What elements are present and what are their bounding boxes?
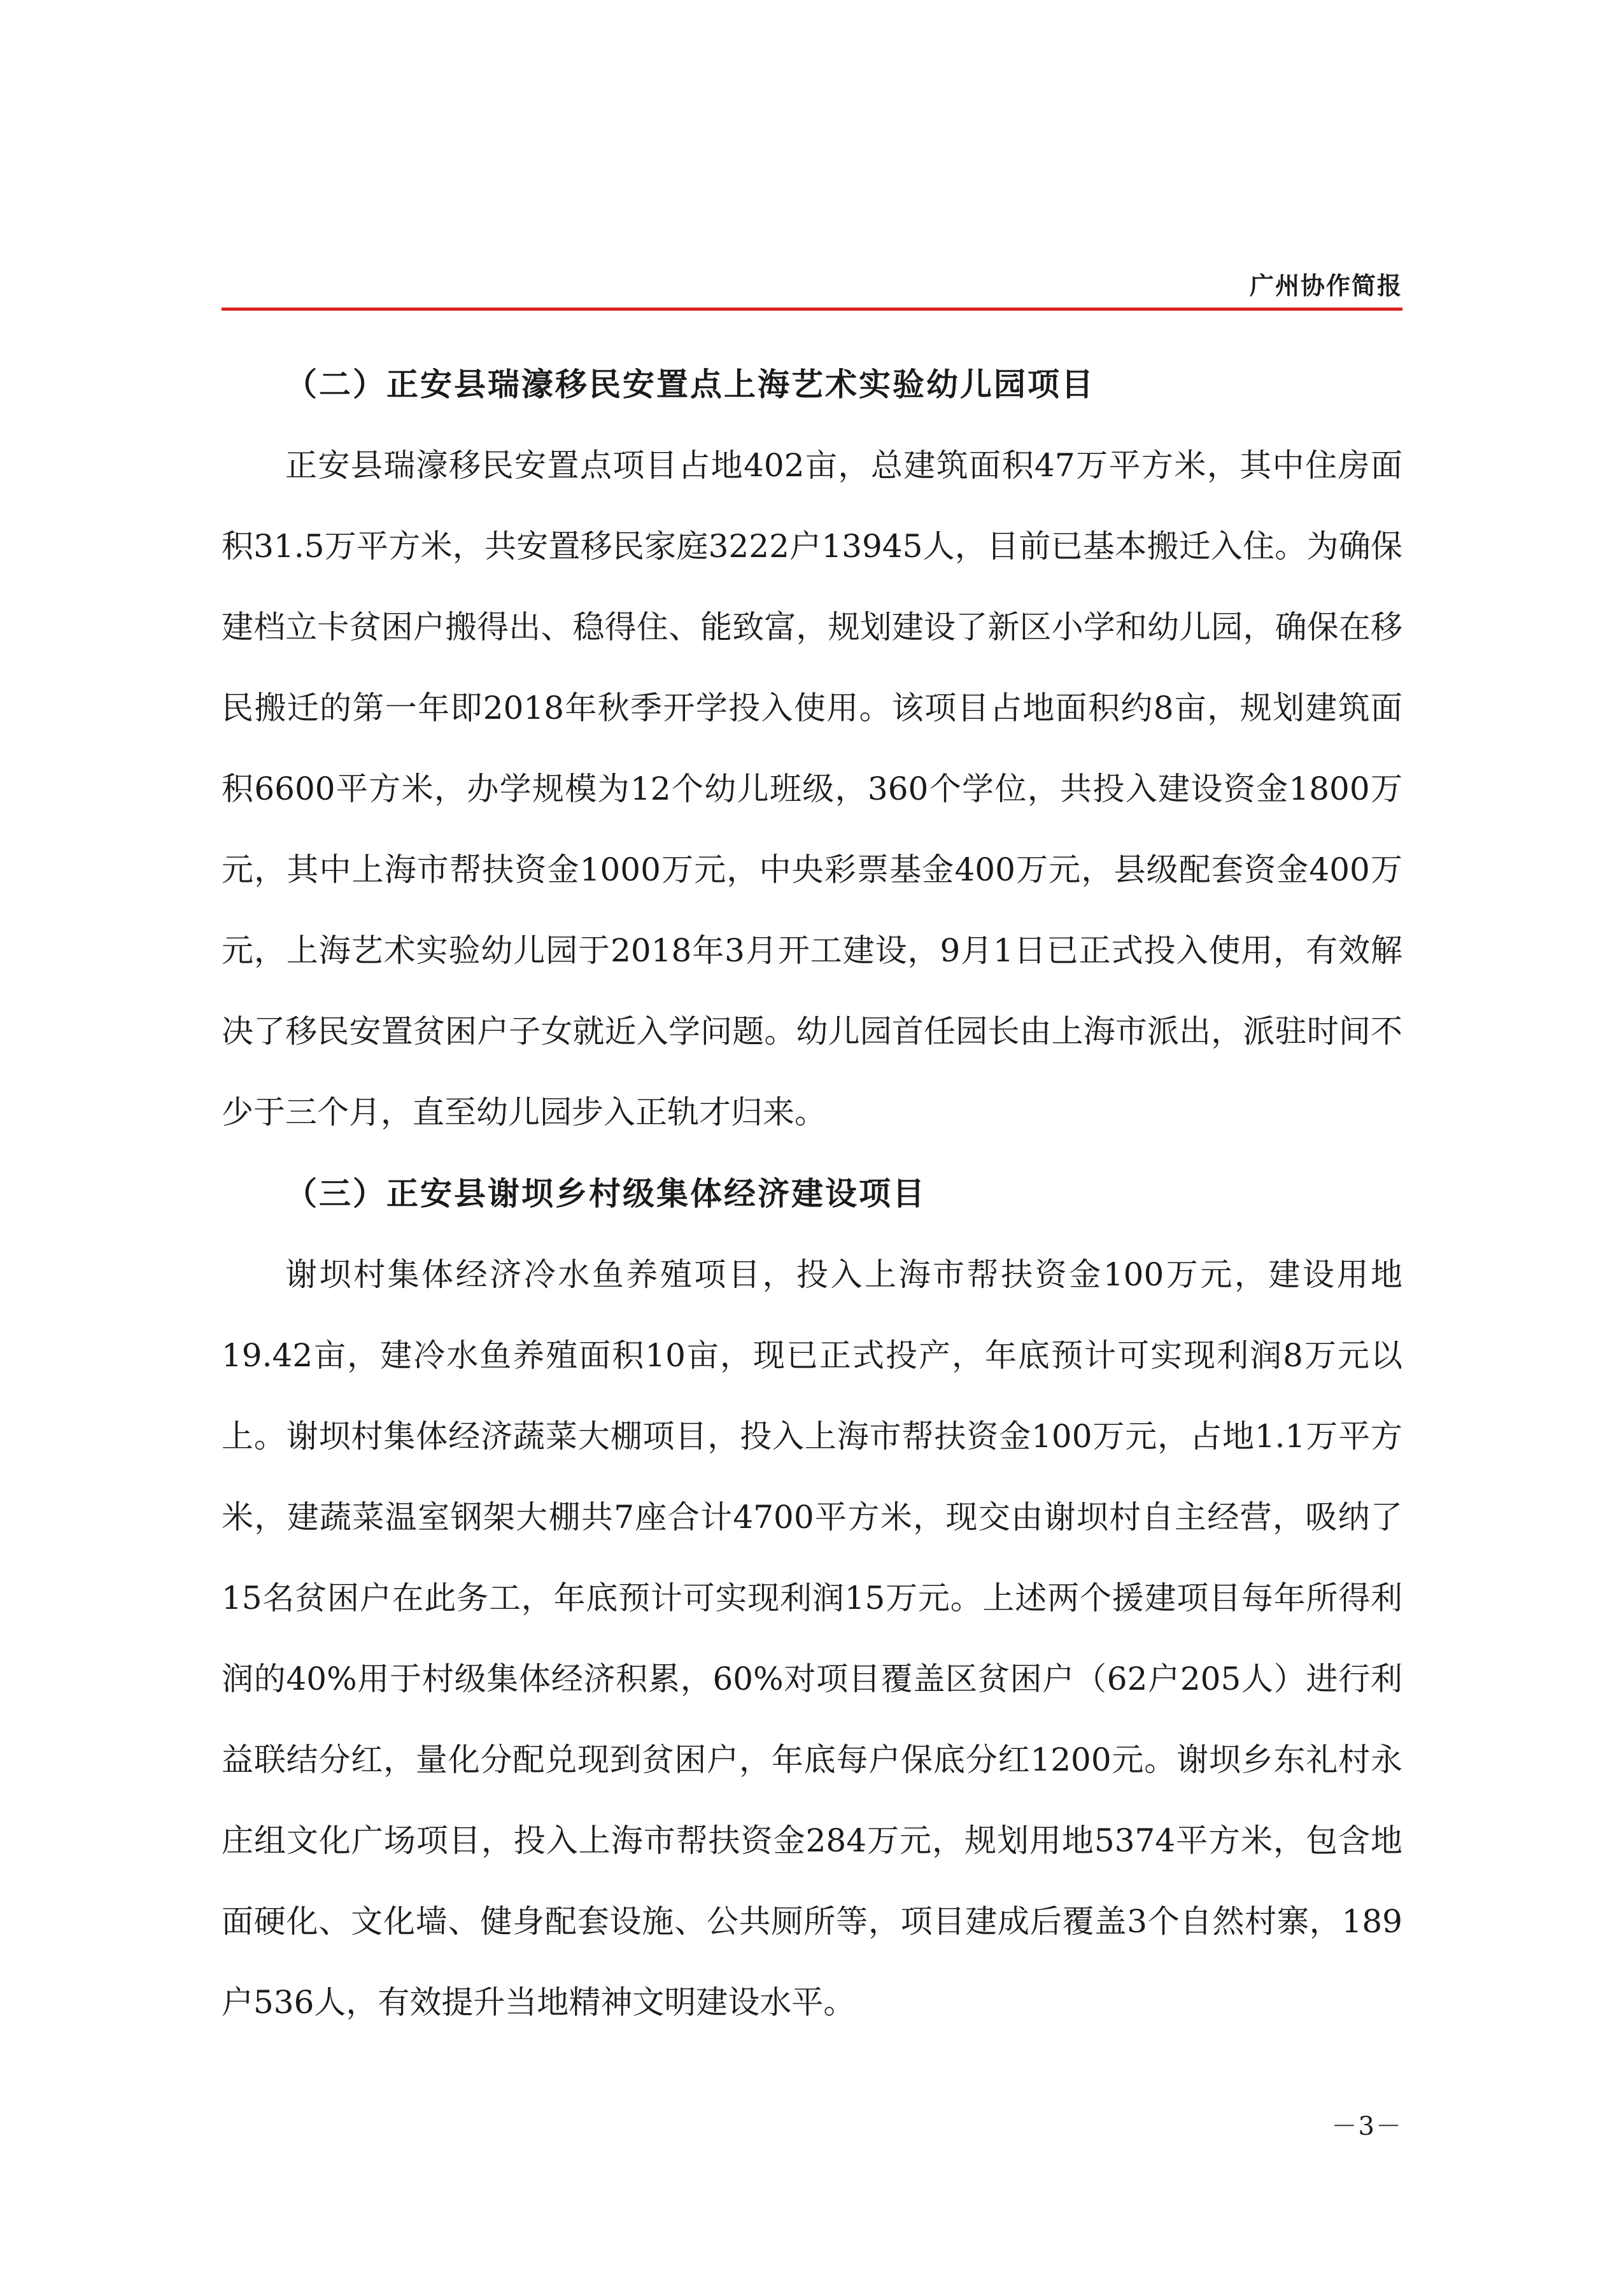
section-heading-3: （三）正安县谢坝乡村级集体经济建设项目 <box>285 1175 926 1212</box>
section-heading-2: （二）正安县瑞濠移民安置点上海艺术实验幼儿园项目 <box>285 365 1095 403</box>
publication-title: 广州协作简报 <box>1249 271 1402 300</box>
header-divider <box>222 308 1402 311</box>
document-body <box>222 344 1402 2043</box>
page-number: －3－ <box>1331 2112 1402 2141</box>
section-paragraph-3: 谢坝村集体经济冷水鱼养殖项目，投入上海市帮扶资金100万元，建设用地19.42亩，建冷水鱼养殖面积10亩，现已正式投产，年底预计可实现利润8万元以上。谢坝村集体经济蔬菜大棚项目，投入上海市帮扶资金100万元，占地1.1万平方米，建蔬菜温室钢架大棚共7座合计4700平方米，现交由谢坝村自主经营，吸纳了15名贫困户在此务工，年底预计可实现利润15万元。上述两个援建项目每年所得利润的40%用于村级集体经济积累，60%对项目覆盖区贫困户（62户205人）进行利益联结分红，量化分配兑现到贫困户，年底每户保底分红1200元。谢坝乡东礼村永庄组文化广场项目，投入上海市帮扶资金284万元，规划用地5374平方米，包含地面硬化、文化墙、健身配套设施、公共厕所等，项目建成后覆盖3个自然村寨，189户536人，有效提升当地精神文明建设水平。 <box>222 1256 1402 2021</box>
section-paragraph-2: 正安县瑞濠移民安置点项目占地402亩，总建筑面积47万平方米，其中住房面积31.5万平方米，共安置移民家庭3222户13945人，目前已基本搬迁入住。为确保建档立卡贫困户搬得出、稳得住、能致富，规划建设了新区小学和幼儿园，确保在移民搬迁的第一年即2018年秋季开学投入使用。该项目占地面积约8亩，规划建筑面积6600平方米，办学规模为12个幼儿班级，360个学位，共投入建设资金1800万元，其中上海市帮扶资金1000万元，中央彩票基金400万元，县级配套资金400万元，上海艺术实验幼儿园于2018年3月开工建设，9月1日已正式投入使用，有效解决了移民安置贫困户子女就近入学问题。幼儿园首任园长由上海市派出，派驻时间不少于三个月，直至幼儿园步入正轨才归来。 <box>222 447 1402 1131</box>
